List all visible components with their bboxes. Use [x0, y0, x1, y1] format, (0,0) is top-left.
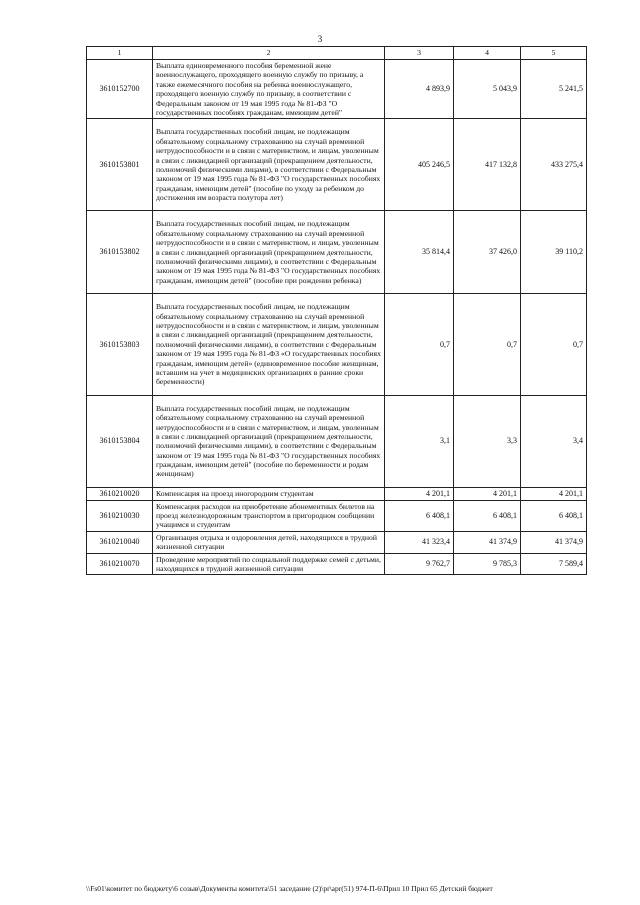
row-value-col5: 0,7 — [521, 294, 587, 396]
row-value-col4: 4 201,1 — [454, 487, 521, 500]
row-code: 3610210030 — [87, 500, 153, 531]
row-value-col5: 41 374,9 — [521, 531, 587, 553]
row-code: 3610210040 — [87, 531, 153, 553]
row-value-col4: 41 374,9 — [454, 531, 521, 553]
row-code: 3610210070 — [87, 553, 153, 575]
page-number: 3 — [317, 34, 323, 44]
footer-file-path: \\Fs01\комитет по бюджету\6 созыв\Документы комитета\51 заседание (2)\pr\apr(51) 974-П-6\Прил 10 Прил 65 Детский бюджет — [86, 884, 493, 893]
row-value-col3: 405 246,5 — [385, 119, 454, 211]
row-value-col4: 0,7 — [454, 294, 521, 396]
row-code: 3610153804 — [87, 395, 153, 487]
row-description: Проведение мероприятий по социальной поддержке семей с детьми, находящихся в трудной жизненной ситуации — [153, 553, 385, 575]
row-value-col3: 3,1 — [385, 395, 454, 487]
row-description: Выплата государственных пособий лицам, не подлежащим обязательному социальному страхованию на случай временной нетрудоспособности и в связи с материнством, и лицам, уволенным в связи с ликвидацией организаций (прекращением деятельности, полномочий физическими лицами), в соответствии с Федеральным законом от 19 мая 1995 года № 81-ФЗ «О государственных пособиях гражданам, имеющим детей» (единовременное пособие женщинам, вставшим на учет в медицинских организациях в ранние сроки беременности) — [153, 294, 385, 396]
row-value-col4: 3,3 — [454, 395, 521, 487]
table-row — [87, 211, 587, 294]
row-description: Выплата государственных пособий лицам, не подлежащим обязательному социальному страхованию на случай временной нетрудоспособности и в связи с материнством, и лицам, уволенным в связи с ликвидацией организаций (прекращением деятельности, полномочий физическими лицами), в соответствии с Федеральным законом от 19 мая 1995 года № 81-ФЗ "О государственных пособиях гражданам, имеющим детей" (пособие по уходу за ребенком до достижения им возраста полутора лет) — [153, 119, 385, 211]
column-header-2: 2 — [153, 47, 385, 60]
table-row — [87, 294, 587, 396]
row-value-col4: 37 426,0 — [454, 211, 521, 294]
row-code: 3610153801 — [87, 119, 153, 211]
row-value-col3: 41 323,4 — [385, 531, 454, 553]
column-header-5: 5 — [521, 47, 587, 60]
row-code: 3610210020 — [87, 487, 153, 500]
row-value-col5: 3,4 — [521, 395, 587, 487]
row-value-col5: 4 201,1 — [521, 487, 587, 500]
row-description: Выплата государственных пособий лицам, не подлежащим обязательному социальному страхованию на случай временной нетрудоспособности и в связи с материнством, и лицам, уволенным в связи с ликвидацией организаций (прекращением деятельности, полномочий физическими лицами), в соответствии с Федеральным законом от 19 мая 1995 года № 81-ФЗ "О государственных пособиях гражданам, имеющим детей" (пособие при рождении ребенка) — [153, 211, 385, 294]
table-header-row — [87, 47, 587, 60]
row-description: Компенсация расходов на приобретение абонементных билетов на проезд железнодорожным транспортом в пригородном сообщении учащимся и студентам — [153, 500, 385, 531]
row-code: 3610153802 — [87, 211, 153, 294]
column-header-4: 4 — [454, 47, 521, 60]
row-value-col3: 6 408,1 — [385, 500, 454, 531]
table-row — [87, 500, 587, 531]
column-header-1: 1 — [87, 47, 153, 60]
column-header-3: 3 — [385, 47, 454, 60]
row-value-col5: 433 275,4 — [521, 119, 587, 211]
row-value-col3: 9 762,7 — [385, 553, 454, 575]
budget-table — [86, 46, 587, 575]
row-value-col5: 39 110,2 — [521, 211, 587, 294]
table-row — [87, 487, 587, 500]
row-value-col5: 5 241,5 — [521, 60, 587, 119]
table-row — [87, 119, 587, 211]
table-row — [87, 395, 587, 487]
row-value-col3: 35 814,4 — [385, 211, 454, 294]
row-value-col4: 5 043,9 — [454, 60, 521, 119]
row-value-col3: 4 893,9 — [385, 60, 454, 119]
row-code: 3610152700 — [87, 60, 153, 119]
row-description: Компенсация на проезд иногородним студентам — [153, 487, 385, 500]
row-value-col4: 417 132,8 — [454, 119, 521, 211]
table-row — [87, 553, 587, 575]
row-value-col3: 0,7 — [385, 294, 454, 396]
table-row — [87, 60, 587, 119]
row-value-col5: 7 589,4 — [521, 553, 587, 575]
row-code: 3610153803 — [87, 294, 153, 396]
row-description: Выплата государственных пособий лицам, не подлежащим обязательному социальному страхованию на случай временной нетрудоспособности и в связи с материнством, и лицам, уволенным в связи с ликвидацией организаций (прекращением деятельности, полномочий физическими лицами), в соответствии с Федеральным законом от 19 мая 1995 года № 81-ФЗ "О государственных пособиях гражданам, имеющим детей" (пособие по беременности и родам женщинам) — [153, 395, 385, 487]
row-value-col4: 6 408,1 — [454, 500, 521, 531]
row-description: Организация отдыха и оздоровления детей, находящихся в трудной жизненной ситуации — [153, 531, 385, 553]
row-value-col4: 9 785,3 — [454, 553, 521, 575]
row-value-col5: 6 408,1 — [521, 500, 587, 531]
table-row — [87, 531, 587, 553]
row-description: Выплата единовременного пособия беременной жене военнослужащего, проходящего военную службу по призыву, а также ежемесячного пособия на ребенка военнослужащего, проходящего военную службу по призыву, в соответствии с Федеральным законом от 19 мая 1995 года № 81-ФЗ "О государственных пособиях гражданам, имеющим детей" — [153, 60, 385, 119]
row-value-col3: 4 201,1 — [385, 487, 454, 500]
